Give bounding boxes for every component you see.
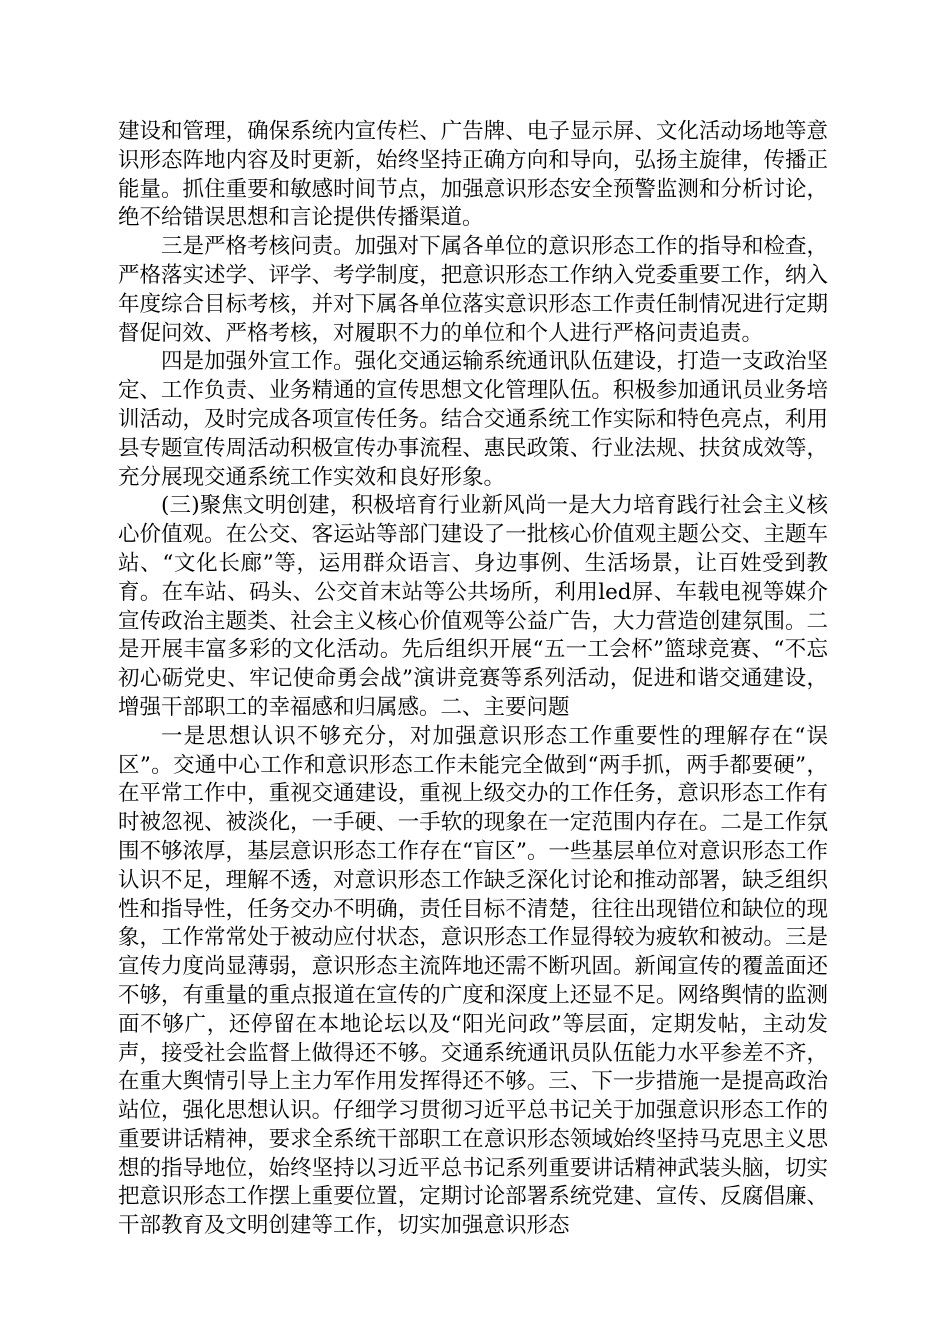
paragraph-main-problems: 一是思想认识不够充分，对加强意识形态工作重要性的理解存在“误区”。交通中心工作和意识形态工作未能完全做到“两手抓，两手都要硬”，在平常工作中，重视交通建设，重视上级交办的工作任务，意识形态工作有时被忽视、被淡化，一手硬、一手软的现象在一定范围内存在。二是工作氛围不够浓厚，基层意识形态工作存在“盲区”。一些基层单位对意识形态工作认识不足，理解不透，对意识形态工作缺乏深化讨论和推动部署，缺乏组织性和指导性，任务交办不明确，责任目标不清楚，往往出现错位和缺位的现象，工作常常处于被动应付状态，意识形态工作显得较为疲软和被动。三是宣传力度尚显薄弱，意识形态主流阵地还需不断巩固。新闻宣传的覆盖面还不够，有重量的重点报道在宣传的广度和深度上还显不足。网络舆情的监测面不够广，还停留在本地论坛以及“阳光问政”等层面，定期发帖，主动发声，接受社会监督上做得还不够。交通系统通讯员队伍能力水平参差不齐，在重大舆情引导上主力军作用发挥得还不够。三、下一步措施一是提高政治站位，强化思想认识。仔细学习贯彻习近平总书记关于加强意识形态工作的重要讲话精神，要求全系统干部职工在意识形态领域始终坚持马克思主义思想的指导地位，始终坚持以习近平总书记系列重要讲话精神武装头脑，切实把意识形态工作摆上重要位置，定期讨论部署系统党建、宣传、反腐倡廉、干部教育及文明创建等工作，切实加强意识形态 <box>118 723 828 1239</box>
document-body <box>118 118 828 1241</box>
paragraph-civilization-building: (三)聚焦文明创建，积极培育行业新风尚一是大力培育践行社会主义核心价值观。在公交、客运站等部门建设了一批核心价值观主题公交、主题车站、“文化长廊”等，运用群众语言、身边事例、生活场景，让百姓受到教育。在车站、码头、公交首末站等公共场所，利用led屏、车载电视等媒介宣传政治主题类、社会主义核心价值观等公益广告，大力营造创建氛围。二是开展丰富多彩的文化活动。先后组织开展“五一工会杯”篮球竞赛、“不忘初心砺党史、牢记使命勇会战”演讲竞赛等系列活动，促进和谐交通建设，增强干部职工的幸福感和归属感。二、主要问题 <box>118 493 828 720</box>
paragraph-continuation: 建设和管理，确保系统内宣传栏、广告牌、电子显示屏、文化活动场地等意识形态阵地内容及时更新，始终坚持正确方向和导向，弘扬主旋律，传播正能量。抓住重要和敏感时间节点，加强意识形态安全预警监测和分析讨论，绝不给错误思想和言论提供传播渠道。 <box>118 119 828 231</box>
paragraph-external-publicity: 四是加强外宣工作。强化交通运输系统通讯队伍建设，打造一支政治坚定、工作负责、业务精通的宣传思想文化管理队伍。积极参加通讯员业务培训活动，及时完成各项宣传任务。结合交通系统工作实际和特色亮点，利用县专题宣传周活动积极宣传办事流程、惠民政策、行业法规、扶贫成效等，充分展现交通系统工作实效和良好形象。 <box>118 349 828 490</box>
paragraph-strict-assessment: 三是严格考核问责。加强对下属各单位的意识形态工作的指导和检查，严格落实述学、评学、考学制度，把意识形态工作纳入党委重要工作，纳入年度综合目标考核，并对下属各单位落实意识形态工作责任制情况进行定期督促问效、严格考核，对履职不力的单位和个人进行严格问责追责。 <box>118 234 828 346</box>
